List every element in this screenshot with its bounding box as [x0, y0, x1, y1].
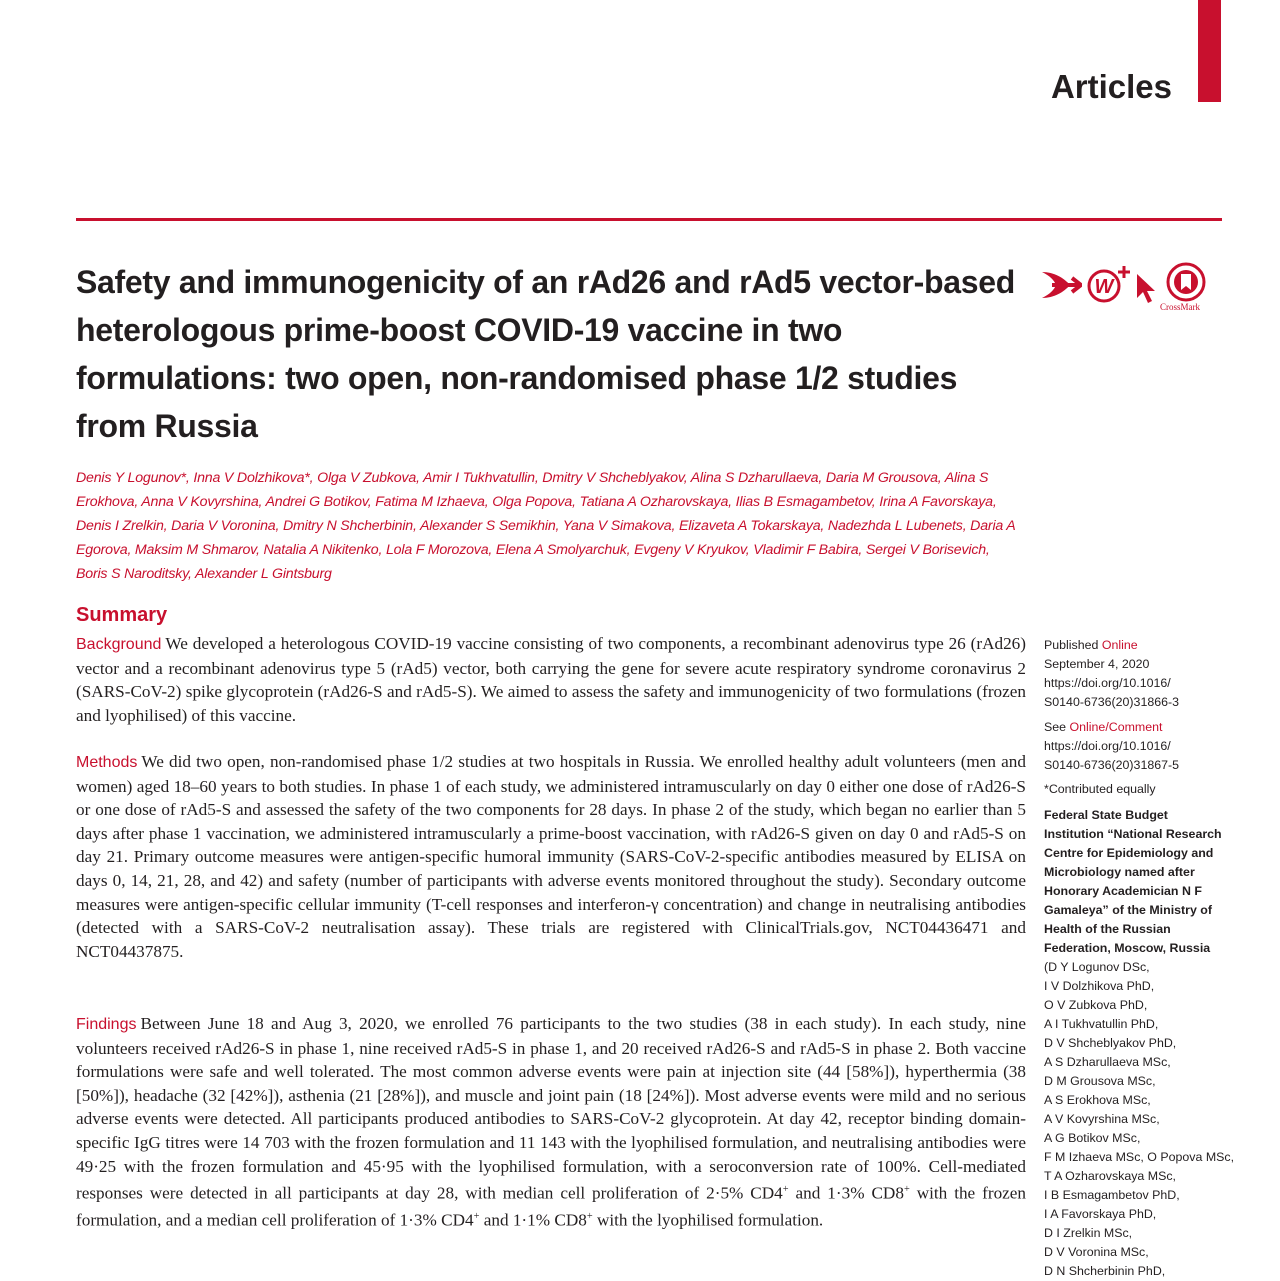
affiliation-author-line: I V Dolzhikova PhD,: [1044, 979, 1155, 993]
abstract-background: [76, 632, 1026, 727]
affiliation-line: Institution “National Research: [1044, 827, 1222, 841]
abstract-findings: [76, 1012, 1026, 1233]
findings-label: Findings: [76, 1016, 137, 1033]
author-list: Denis Y Logunov*, Inna V Dolzhikova*, Olga V Zubkova, Amir I Tukhvatullin, Dmitry V Shcheblyakov, Alina S Dzharullaeva, Daria M Grousova, Alina S Erokhova, Anna V Kovyrshina, Andrei G Botikov, Fatima M Izhaeva, Olga Popova, Tatiana A Ozharovskaya, Ilias B Esmagambetov, Irina A Favorskaya, Denis I Zrelkin, Daria V Voronina, Dmitry N Shcherbinin, Alexander S Semikhin, Yana V Simakova, Elizaveta A Tokarskaya, Nadezhda L Lubenets, Daria A Egorova, Maksim M Shmarov, Natalia A Nikitenko, Lola F Morozova, Elena A Smolyarchuk, Evgeny V Kryukov, Vladimir F Babira, Sergei V Borisevich, Boris S Naroditsky, Alexander L Gintsburg: [76, 470, 1016, 582]
methods-text: We did two open, non-randomised phase 1/2 studies at two hospitals in Russia. We enrolled healthy adult volunteers (men and women) aged 18–60 years to both studies. In phase 1 of each study, we administered intramuscularly on day 0 either one dose of rAd26-S or one dose of rAd5-S and assessed the safety of the two components for 28 days. In phase 2 of the study, which began no earlier than 5 days after phase 1 vaccination, we administered intramuscularly a prime-boost vaccination, with rAd26-S given on day 0 and rAd5-S on day 21. Primary outcome measures were antigen-specific humoral immunity (SARS-CoV-2-specific antibodies measured by ELISA on days 0, 14, 21, 28, and 42) and safety (number of participants with adverse events monitored throughout the study). Secondary outcome measures were antigen-specific cellular immunity (T-cell responses and interferon-γ concentration) and change in neutralising antibodies (detected with a SARS-CoV-2 neutralisation assay). These trials are registered with ClinicalTrials.gov, NCT04436471 and NCT04437875.: [76, 752, 1026, 961]
affiliation-line: Federal State Budget: [1044, 808, 1168, 822]
affiliation-author-line: D V Shcheblyakov PhD,: [1044, 1036, 1177, 1050]
background-label: Background: [76, 636, 162, 653]
affiliation-author-line: (D Y Logunov DSc,: [1044, 960, 1150, 974]
affiliation-author-line: I A Favorskaya PhD,: [1044, 1207, 1157, 1221]
journal-color-tab: [1198, 0, 1221, 102]
see-also: [1044, 718, 1224, 775]
affiliation-author-line: O V Zubkova PhD,: [1044, 998, 1148, 1012]
comment-link[interactable]: Online/Comment: [1069, 720, 1163, 734]
affiliation-author-line: A G Botikov MSc,: [1044, 1131, 1141, 1145]
doi-link[interactable]: https://doi.org/10.1016/: [1044, 739, 1171, 753]
findings-text: with the lyophilised formulation.: [592, 1211, 824, 1231]
affiliation-author-line: F M Izhaeva MSc, O Popova MSc,: [1044, 1150, 1235, 1164]
background-text: We developed a heterologous COVID-19 vaccine consisting of two components, a recombinant adenovirus type 26 (rAd26) vector and a recombinant adenovirus type 5 (rAd5) vector, both carrying the gene for severe acute respiratory syndrome coronavirus 2 (SARS-CoV-2) spike glycoprotein (rAd26-S and rAd5-S). We aimed to assess the safety and immunogenicity of two formulations (frozen and lyophilised) of this vaccine.: [76, 634, 1026, 725]
summary-heading: Summary: [76, 604, 168, 626]
methods-label: Methods: [76, 754, 138, 771]
article-title: Safety and immunogenicity of an rAd26 and rAd5 vector-based heterologous prime-boost COVID-19 vaccine in two formulations: two open, non-randomised phase 1/2 studies from Russia: [76, 264, 1015, 444]
affiliation-author-line: D N Shcherbinin PhD,: [1044, 1264, 1166, 1278]
published-online-link[interactable]: Online: [1101, 638, 1138, 652]
affiliation-author-line: A S Erokhova MSc,: [1044, 1093, 1151, 1107]
affiliation-author-line: A S Dzharullaeva MSc,: [1044, 1055, 1171, 1069]
doi-link[interactable]: S0140-6736(20)31866-3: [1044, 695, 1180, 709]
published-prefix: Published: [1044, 638, 1099, 652]
affiliation-line: Gamaleya” of the Ministry of: [1044, 903, 1212, 917]
affiliation-author-line: A I Tukhvatullin PhD,: [1044, 1017, 1159, 1031]
affiliation-authors: [1044, 958, 1235, 1281]
affiliation-author-line: A V Kovyrshina MSc,: [1044, 1112, 1160, 1126]
doi-link[interactable]: https://doi.org/10.1016/: [1044, 676, 1171, 690]
affiliation-author-line: I B Esmagambetov PhD,: [1044, 1188, 1180, 1202]
published-date: September 4, 2020: [1044, 657, 1150, 671]
affiliation-author-line: T A Ozharovskaya MSc,: [1044, 1169, 1176, 1183]
affiliation-line: Honorary Academician N F: [1044, 884, 1202, 898]
affiliation-line: Microbiology named after: [1044, 865, 1195, 879]
crossmark-label: CrossMark: [1160, 302, 1200, 312]
contributed-text: *Contributed equally: [1044, 782, 1156, 796]
findings-text: and 1·3% CD8: [788, 1183, 904, 1203]
findings-text: with the frozen formulation, and a median cell proliferation of 1·3% CD4: [76, 1183, 1027, 1231]
publication-info: [1044, 636, 1224, 712]
cursor-icon[interactable]: [1134, 272, 1160, 306]
findings-text: Between June 18 and Aug 3, 2020, we enrolled 76 participants to the two studies (38 in each study). In each study, nine volunteers received rAd26-S in phase 1, nine received rAd5-S in phase 1, and 20 received rAd26-S and rAd5-S in phase 2. Both vaccine formulations were safe and well tolerated. The most common adverse events were pain at injection site (44 [58%]), hyperthermia (38 [50%]), headache (32 [42%]), asthenia (21 [28%]), and muscle and joint pain (18 [24%]). Most adverse events were mild and no serious adverse events were detected. All participants produced antibodies to SARS-CoV-2 glycoprotein. At day 42, receptor binding domain-specific IgG titres were 14 703 with the frozen formulation and 11 143 with the lyophilised formulation, and neutralising antibodies were 49·25 with the frozen formulation and 45·95 with the lyophilised formulation, with a seroconversion rate of 100%. Cell-mediated responses were detected in all participants at day 28, with median cell proliferation of 2·5% CD4: [76, 1014, 1026, 1203]
affiliation-line: Centre for Epidemiology and: [1044, 846, 1214, 860]
doi-link[interactable]: S0140-6736(20)31867-5: [1044, 758, 1180, 772]
affiliation-author-line: D V Voronina MSc,: [1044, 1245, 1149, 1259]
superscript: +: [473, 1211, 480, 1223]
superscript: +: [903, 1184, 910, 1196]
svg-text:W: W: [1094, 276, 1114, 298]
abstract-methods: [76, 750, 1026, 963]
contributed-note: [1044, 780, 1224, 799]
arrow-logo-icon[interactable]: [1040, 268, 1082, 302]
affiliation-line: Health of the Russian: [1044, 922, 1171, 936]
w-plus-icon[interactable]: [1086, 264, 1134, 304]
section-label: Articles: [1050, 68, 1172, 105]
affiliation-author-line: D I Zrelkin MSc,: [1044, 1226, 1133, 1240]
superscript: +: [586, 1211, 593, 1223]
affiliation-line: Federation, Moscow, Russia: [1044, 941, 1211, 955]
superscript: +: [782, 1184, 789, 1196]
affiliation: [1044, 806, 1224, 958]
header-rule: [76, 218, 1222, 221]
see-prefix: See: [1044, 720, 1067, 734]
findings-text: and 1·1% CD8: [479, 1211, 587, 1231]
crossmark-icon[interactable]: [1164, 262, 1208, 302]
affiliation-author-line: D M Grousova MSc,: [1044, 1074, 1156, 1088]
